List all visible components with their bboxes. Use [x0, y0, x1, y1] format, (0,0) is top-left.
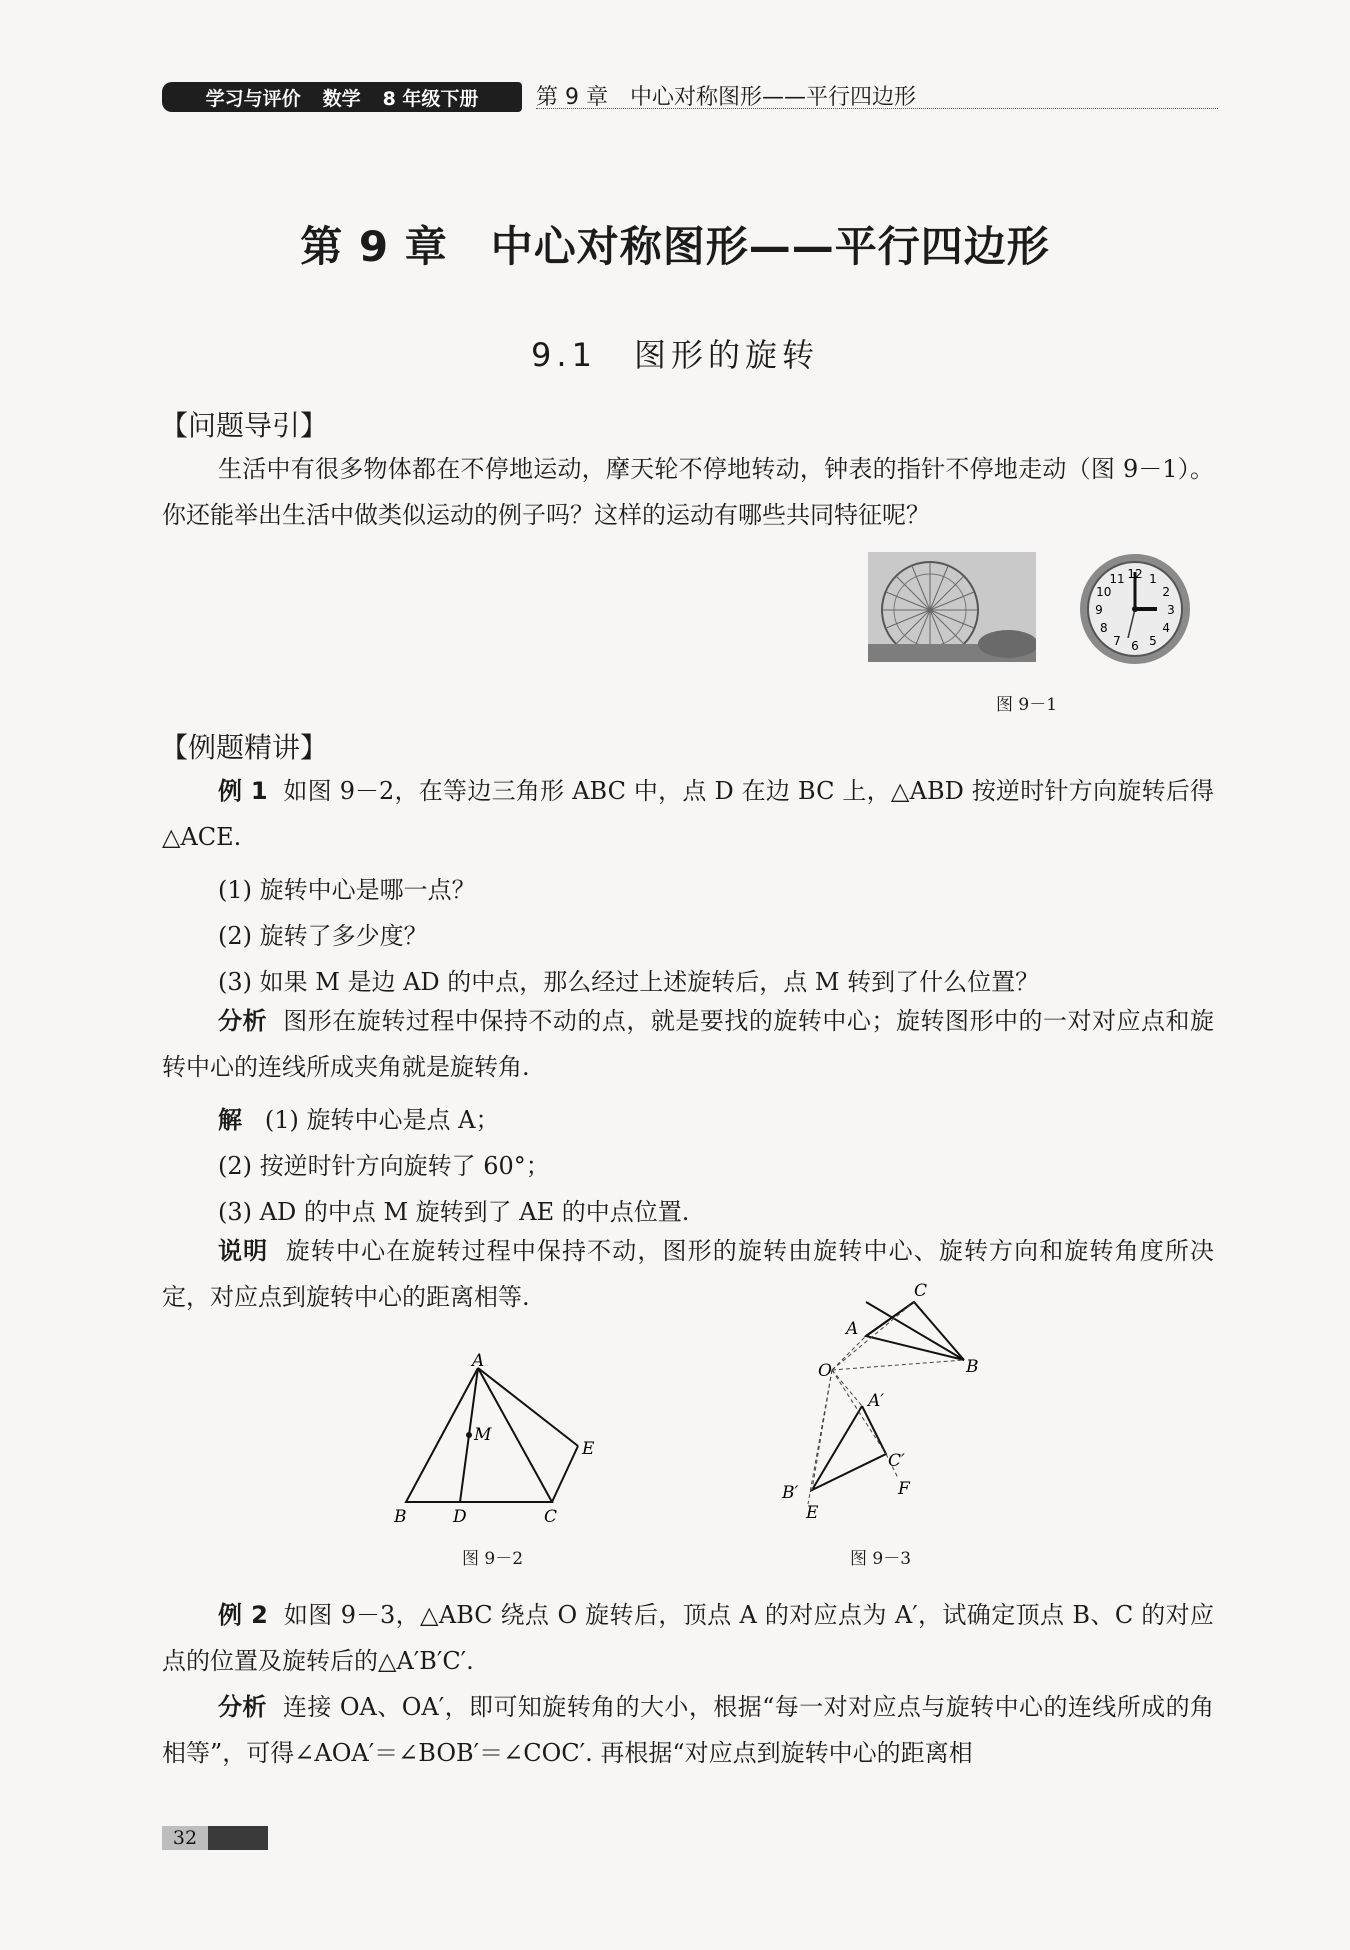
fig92-label-D: D	[453, 1507, 467, 1527]
example1-note	[162, 1228, 1214, 1320]
header-rule	[536, 108, 1218, 109]
clock-numeral: 1	[1149, 571, 1157, 586]
example1-label: 例 1	[218, 777, 268, 805]
example1-text: 如图 9－2，在等边三角形 ABC 中，点 D 在边 BC 上，△ABD 按逆时针方向旋转后得△ACE.	[162, 777, 1215, 851]
example1-analysis	[162, 998, 1214, 1090]
clock-numeral: 5	[1149, 634, 1157, 649]
figure-9-2	[388, 1350, 608, 1530]
chapter-title: 第 9 章 中心对称图形——平行四边形	[300, 222, 1050, 271]
page-number: 32	[162, 1826, 208, 1850]
fig92-label-A: A	[472, 1351, 485, 1371]
fig93-label-F: F	[898, 1479, 910, 1499]
example1-solution-label: 解	[218, 1106, 242, 1134]
fig93-label-C1: C′	[888, 1451, 905, 1471]
fig93-label-A: A	[846, 1319, 859, 1339]
example2-analysis-text: 连接 OA、OA′，即可知旋转角的大小，根据“每一对对应点与旋转中心的连线所成的角相等”，可得∠AOA′＝∠BOB′＝∠COC′. 再根据“对应点到旋转中心的距离相	[162, 1693, 1214, 1767]
example1-analysis-text: 图形在旋转过程中保持不动的点，就是要找的旋转中心；旋转图形中的一对对应点和旋转中心的连线所成夹角就是旋转角.	[162, 1007, 1215, 1081]
header-grade: 8 年级下册	[382, 87, 479, 110]
example2-analysis	[162, 1684, 1214, 1776]
example2-analysis-label: 分析	[218, 1693, 267, 1721]
example2-paragraph	[162, 1592, 1214, 1684]
fig92-label-M: M	[474, 1425, 492, 1445]
clock-numeral: 10	[1096, 585, 1112, 599]
header-series-title: 学习与评价	[205, 87, 301, 110]
example1-note-label: 说明	[218, 1237, 269, 1265]
guide-heading: 【问题导引】	[160, 409, 329, 442]
example1-q1: (1) 旋转中心是哪一点？	[218, 876, 476, 904]
header-series-pill	[162, 82, 522, 112]
example1-s2: (2) 按逆时针方向旋转了 60°；	[218, 1152, 550, 1180]
fig92-caption: 图 9－2	[462, 1549, 524, 1569]
fig92-label-B: B	[394, 1507, 407, 1527]
example1-s3: (3) AD 的中点 M 旋转到了 AE 的中点位置.	[218, 1198, 690, 1226]
clock-numeral: 6	[1131, 639, 1139, 653]
fig93-label-A1: A′	[868, 1391, 885, 1411]
fig93-caption: 图 9－3	[850, 1549, 912, 1569]
clock-numeral: 12	[1127, 567, 1143, 581]
fig92-label-C: C	[544, 1507, 558, 1527]
guide-paragraph	[162, 446, 1214, 538]
example1-note-text: 旋转中心在旋转过程中保持不动，图形的旋转由旋转中心、旋转方向和旋转角度所决定，对应点到旋转中心的距离相等.	[162, 1237, 1215, 1311]
example2-label: 例 2	[218, 1601, 268, 1629]
fig93-label-B1: B′	[782, 1483, 799, 1503]
example1-q2: (2) 旋转了多少度？	[218, 922, 428, 950]
header-chapter: 第 9 章 中心对称图形——平行四边形	[536, 85, 916, 110]
example1-q3: (3) 如果 M 是边 AD 的中点，那么经过上述旋转后，点 M 转到了什么位置？	[218, 968, 1040, 996]
fig93-label-C: C	[914, 1281, 928, 1301]
example1-paragraph	[162, 768, 1214, 860]
clock-numeral: 3	[1167, 603, 1175, 617]
fig93-label-O: O	[818, 1361, 832, 1381]
fig93-label-E: E	[806, 1503, 819, 1523]
clock-numeral: 7	[1113, 634, 1121, 649]
figure-9-3	[770, 1276, 1000, 1538]
clock-numeral: 11	[1109, 571, 1125, 586]
fig91-caption: 图 9－1	[996, 695, 1058, 715]
fig93-label-B: B	[966, 1357, 979, 1377]
header-subject: 数学	[322, 87, 361, 110]
clock-numeral: 2	[1162, 585, 1171, 599]
fig92-label-E: E	[582, 1439, 595, 1459]
clock-numeral: 9	[1095, 603, 1103, 617]
guide-text: 生活中有很多物体都在不停地运动，摩天轮不停地转动，钟表的指针不停地走动（图 9－1）。你还能举出生活中做类似运动的例子吗？这样的运动有哪些共同特征呢？	[162, 455, 1214, 529]
section-title: 9.1 图形的旋转	[531, 336, 819, 374]
clock-photo	[1078, 552, 1192, 666]
ferris-wheel-photo	[868, 552, 1036, 662]
clock-numeral: 8	[1099, 621, 1108, 635]
example1-solution	[218, 1100, 499, 1135]
clock-numeral: 4	[1162, 621, 1171, 635]
examples-heading: 【例题精讲】	[160, 731, 329, 764]
example2-text: 如图 9－3，△ABC 绕点 O 旋转后，顶点 A 的对应点为 A′，试确定顶点 B、C 的对应点的位置及旋转后的△A′B′C′.	[162, 1601, 1214, 1675]
example1-s1: (1) 旋转中心是点 A；	[264, 1106, 500, 1134]
example1-analysis-label: 分析	[218, 1007, 268, 1035]
